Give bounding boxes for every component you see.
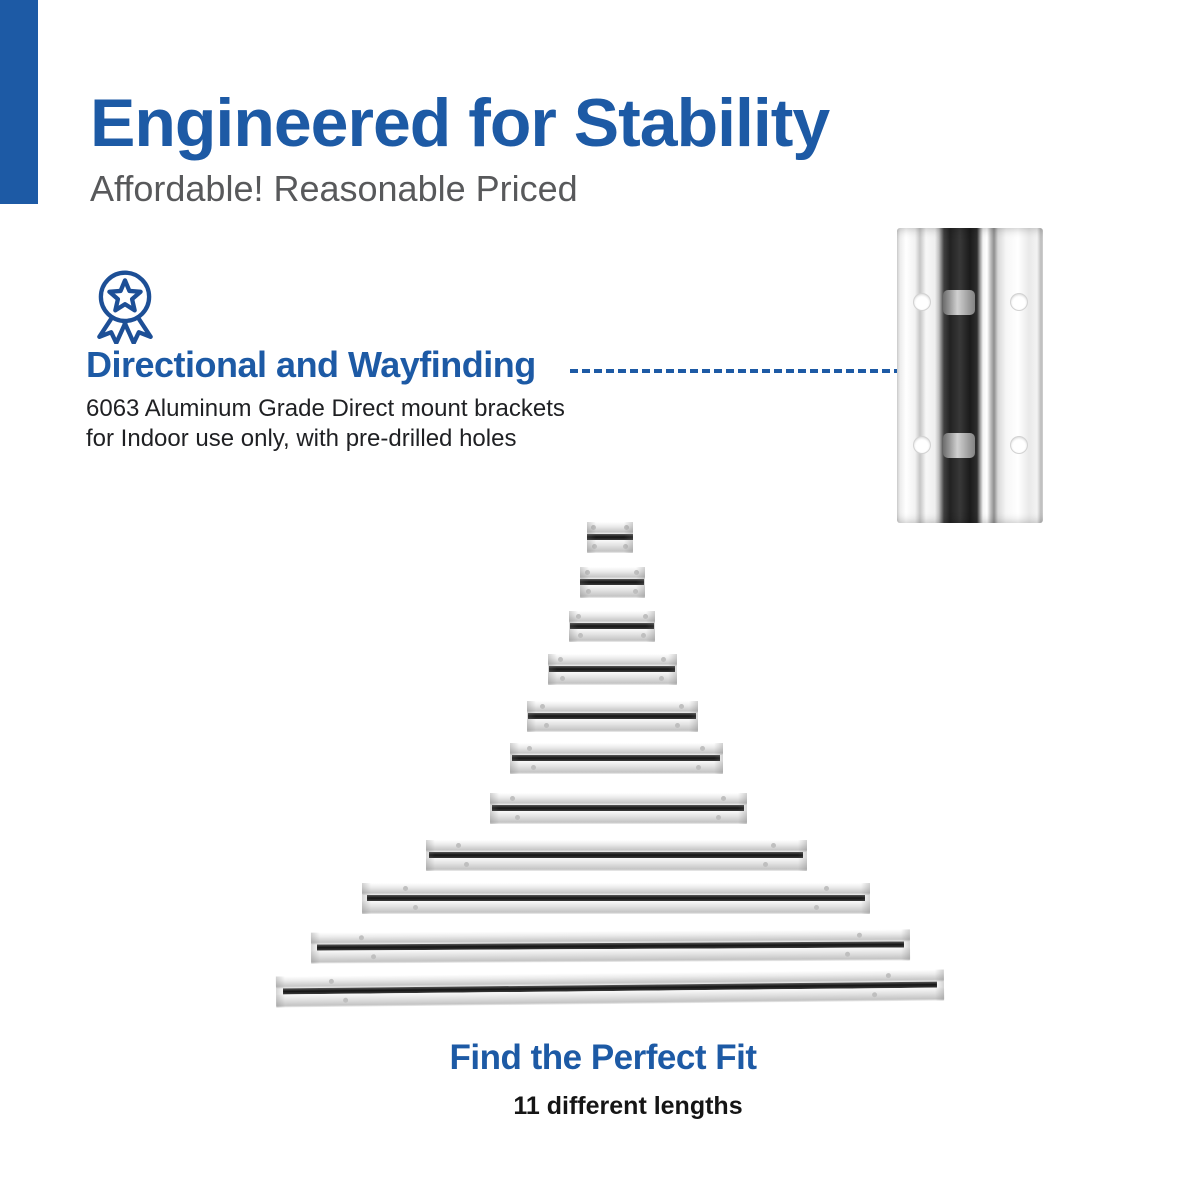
- page-subtitle: Affordable! Reasonable Priced: [90, 168, 578, 209]
- rail-item: [527, 701, 698, 732]
- mounting-hole: [914, 294, 930, 310]
- feature-description-line: for Indoor use only, with pre-drilled holes: [86, 425, 517, 452]
- accent-bar: [0, 0, 38, 204]
- rail-item: [276, 970, 944, 1008]
- page-title: Engineered for Stability: [90, 85, 830, 161]
- feature-description: [86, 394, 565, 454]
- rail-item: [510, 743, 723, 774]
- rail-item: [310, 929, 909, 963]
- mounting-hole: [914, 437, 930, 453]
- rail-item: [490, 793, 747, 824]
- bracket-product-photo: [897, 228, 1043, 523]
- callout-dashed-line: [570, 369, 902, 373]
- feature-heading: Directional and Wayfinding: [86, 344, 536, 385]
- rail-item: [362, 883, 870, 914]
- rail-item: [548, 654, 677, 685]
- mounting-hole: [1011, 294, 1027, 310]
- mounting-hole: [1011, 437, 1027, 453]
- rail-item: [580, 567, 645, 598]
- award-medal-icon: [92, 266, 158, 344]
- rail-item: [426, 840, 807, 871]
- rivet-detail: [943, 290, 975, 315]
- rail-item: [587, 522, 633, 553]
- rail-item: [569, 611, 655, 642]
- footer-title: Find the Perfect Fit: [449, 1038, 757, 1077]
- footer-subtitle: 11 different lengths: [513, 1092, 743, 1120]
- feature-description-line: 6063 Aluminum Grade Direct mount brackets: [86, 395, 565, 422]
- rivet-detail: [943, 433, 975, 458]
